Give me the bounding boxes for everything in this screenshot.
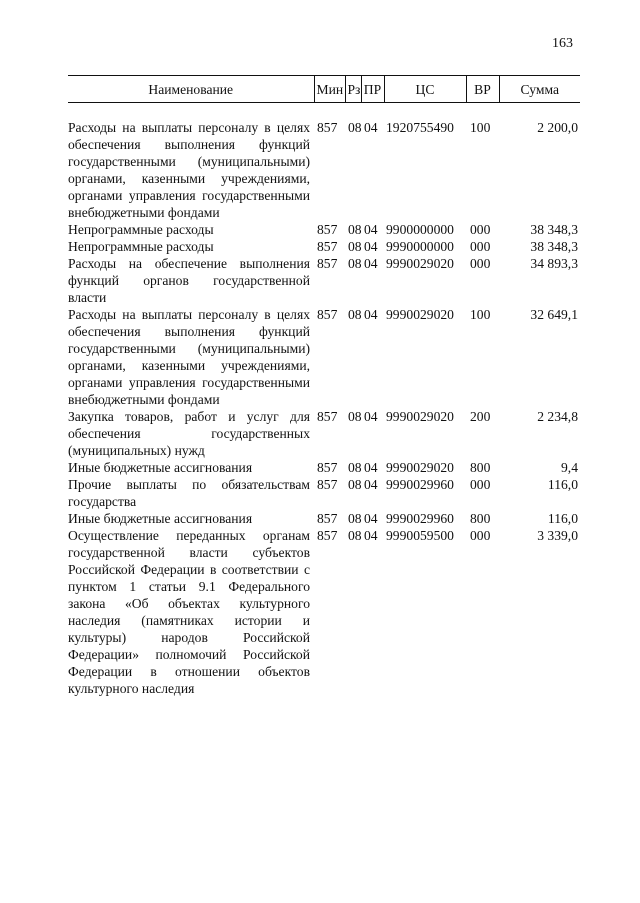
row-cs: 9990059500: [386, 528, 454, 543]
row-min: 857: [317, 409, 338, 424]
table-row: [68, 306, 580, 408]
row-cs: 9990029020: [386, 256, 454, 271]
row-vr: 200: [470, 409, 491, 424]
row-rz: 08: [348, 477, 362, 492]
table-row: [68, 238, 580, 255]
row-min: 857: [317, 511, 338, 526]
header-vr: ВР: [466, 76, 499, 103]
row-rz: 08: [348, 511, 362, 526]
row-cs: 1920755490: [386, 120, 454, 135]
table-row: [68, 408, 580, 459]
row-rz: 08: [348, 528, 362, 543]
row-name: Расходы на обеспечение выполнения функций органов государственной власти: [68, 256, 310, 305]
row-name: Осуществление переданных органам государственной власти субъектов Российской Федерации в соответствии с пунктом 1 статьи 9.1 Федерального закона «Об объектах культурного наследия (памятниках истории и культуры) народов Российской Федерации» полномочий Российской Федерации в отношении объектов культурного наследия: [68, 528, 310, 696]
row-min: 857: [317, 460, 338, 475]
header-name: Наименование: [68, 76, 314, 103]
row-name: Прочие выплаты по обязательствам государства: [68, 477, 310, 509]
row-pr: 04: [364, 307, 378, 322]
header-pr: ПР: [361, 76, 384, 103]
row-cs: 9990029960: [386, 477, 454, 492]
page-number: 163: [552, 36, 573, 51]
table-header: [68, 76, 580, 103]
header-rz: Рз: [345, 76, 361, 103]
row-pr: 04: [364, 222, 378, 237]
row-name: Закупка товаров, работ и услуг для обеспечения государственных (муниципальных) нужд: [68, 409, 310, 458]
row-min: 857: [317, 222, 338, 237]
table-row: [68, 221, 580, 238]
row-sum: 2 200,0: [537, 120, 578, 135]
row-vr: 000: [470, 239, 491, 254]
row-pr: 04: [364, 511, 378, 526]
row-name: Расходы на выплаты персоналу в целях обеспечения выполнения функций государственными (муниципальными) органами, казенными учреждениями, органами управления государственными внебюджетными фондами: [68, 120, 310, 220]
row-cs: 9990029020: [386, 409, 454, 424]
row-cs: 9990029020: [386, 460, 454, 475]
table-row: [68, 476, 580, 510]
row-vr: 000: [470, 256, 491, 271]
row-name: Непрограммные расходы: [68, 239, 214, 254]
row-name: Непрограммные расходы: [68, 222, 214, 237]
header-sum: Сумма: [499, 76, 580, 103]
row-min: 857: [317, 307, 338, 322]
row-sum: 34 893,3: [530, 256, 578, 271]
row-rz: 08: [348, 256, 362, 271]
header-min: Мин: [314, 76, 345, 103]
row-sum: 38 348,3: [530, 239, 578, 254]
row-min: 857: [317, 120, 338, 135]
row-sum: 38 348,3: [530, 222, 578, 237]
row-pr: 04: [364, 239, 378, 254]
row-name: Иные бюджетные ассигнования: [68, 511, 253, 526]
row-pr: 04: [364, 409, 378, 424]
header-cs: ЦС: [384, 76, 466, 103]
row-sum: 2 234,8: [537, 409, 578, 424]
row-sum: 3 339,0: [537, 528, 578, 543]
table-row: [68, 119, 580, 221]
row-rz: 08: [348, 409, 362, 424]
row-sum: 116,0: [547, 511, 578, 526]
table-row: [68, 510, 580, 527]
budget-table: [68, 75, 580, 697]
row-vr: 800: [470, 511, 491, 526]
table-row: [68, 459, 580, 476]
row-pr: 04: [364, 120, 378, 135]
row-sum: 9,4: [561, 460, 578, 475]
table-row: [68, 255, 580, 306]
row-vr: 000: [470, 528, 491, 543]
row-vr: 100: [470, 120, 491, 135]
row-min: 857: [317, 256, 338, 271]
row-name: Иные бюджетные ассигнования: [68, 460, 253, 475]
row-vr: 800: [470, 460, 491, 475]
row-pr: 04: [364, 477, 378, 492]
row-rz: 08: [348, 239, 362, 254]
row-sum: 32 649,1: [530, 307, 578, 322]
row-cs: 9990029020: [386, 307, 454, 322]
row-cs: 9900000000: [386, 222, 454, 237]
row-vr: 000: [470, 477, 491, 492]
row-name: Расходы на выплаты персоналу в целях обеспечения выполнения функций государственными (муниципальными) органами, казенными учреждениями, органами управления государственными внебюджетными фондами: [68, 307, 310, 407]
row-vr: 000: [470, 222, 491, 237]
row-min: 857: [317, 528, 338, 543]
row-min: 857: [317, 239, 338, 254]
row-pr: 04: [364, 256, 378, 271]
table-row: [68, 527, 580, 697]
row-rz: 08: [348, 307, 362, 322]
row-rz: 08: [348, 120, 362, 135]
row-vr: 100: [470, 307, 491, 322]
row-sum: 116,0: [547, 477, 578, 492]
row-pr: 04: [364, 460, 378, 475]
row-cs: 9990029960: [386, 511, 454, 526]
row-rz: 08: [348, 460, 362, 475]
row-cs: 9990000000: [386, 239, 454, 254]
row-pr: 04: [364, 528, 378, 543]
row-min: 857: [317, 477, 338, 492]
row-rz: 08: [348, 222, 362, 237]
